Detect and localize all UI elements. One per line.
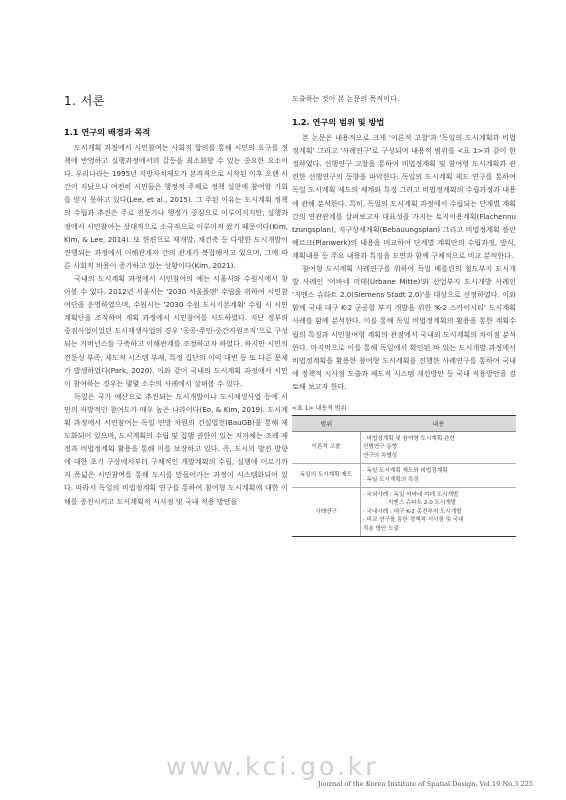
table-caption: <표 1> 내용적 범위 (292, 404, 347, 412)
table-header-scope: 범위 (292, 415, 361, 431)
table-row (292, 431, 516, 463)
table-row-content (361, 464, 517, 488)
table-line: · 국내사례 : 대구 K-2 종전부지 도시개발 (363, 508, 462, 515)
paragraph-5: 참여형 도시계획 사례연구를 위하여 독일 베를린의 철도부지 도시개발 사례인 '어바네 미테(Urbane Mitte)'와 산업부지 도시개발 사례인 '지멘스 슈타트 2.0(Siemens Stadt 2.0)'을 대상으로 선정하였다. 이와 함께 국내 대구 K-2 군공항 부지 개발을 위한 'K-2 스카이시티' 도시계획 사례를 함께 분석한다. 이를 통해 독일 비법정계획의 활용을 통한 계획수립의 특징과 시민참여형 계획의 관점에서 국내외 도시계획의 차이점 분석한다. 마지막으로 이를 통해 독일에서 확인된 바 있는 도시개발 과정에서 비법정계획을 활용한 참여형 도시계획을 진행한 사례연구를 통하여 국내에 정책적 시사점 도출과 제도적 시스템 개선방안 등 국내 적용방안을 검토해 보고자 한다. (292, 264, 516, 391)
table-row-key: 이론적 고찰 (292, 431, 361, 463)
table-row-key: 사례연구 (292, 488, 361, 537)
table-line: 선행연구 동향 (363, 444, 398, 451)
table-header-row (292, 415, 516, 431)
subsection-title-1-2: 1.2. 연구의 범위 및 방법 (292, 117, 385, 128)
paragraph-2: 국내의 도시계획 과정에서 시민참여의 예는 서울시와 수원시에서 찾아볼 수 있다. 2012년 서울시는 '2030 서울플랜' 수립을 위하여 시민참여단을 운영하였으며, 수원시는 '2030 수원 도시기본계획' 수립 시 시민계획단을 조직하여 계획 과정에서 시민참여를 시도하였다. 지난 정부의 중점사업이었던 도시재생사업의 경우 '공공-주민-중간지원조직'으로 구성되는 거버넌스를 구축하고 이해관계를 조정하고자 하였다. 하지만 시민의 전문성 부족, 제도적 시스템 부재, 특정 집단의 이익 대변 등 또 다른 문제가 발생하였다(Park, 2020). 이와 같이 국내의 도시계획 과정에서 시민이 참여하는 경우는 몇몇 소수의 사례에서 살펴볼 수 있다. (64, 273, 288, 388)
table-line: 연구의 차별성 (363, 452, 398, 459)
left-column (64, 92, 288, 508)
table-line: · 독일 도시계획의 특징 (363, 476, 419, 483)
paragraph-continued: 도출하는 것이 본 논문의 목적이다. (292, 94, 400, 103)
paragraph-3: 독일은 국가 예산으로 추진되는 도시개발이나 도시재생사업 등에 시민의 자발적인 참여도가 매우 높은 나라이다(Eo, & Kim, 2019). 도시계획 과정에서 시민참여는 독일 연방 차원의 건설법전(BauGB)을 통해 제도화되어 있으며, 도시계획의 수립 및 집행 권한이 있는 지자체는 조례 제정과 비법정계획 활용을 통해 이를 보장하고 있다. 즉, 도시의 발전 방향에 대한 초기 구상에서부터 구체적인 개발계획의 수립, 실행에 이르기까지 폭넓은 시민참여를 통해 도시를 만들어가는 과정이 시스템화되어 있다. 따라서 독일의 비법정계획 연구를 통하여 참여형 도시계획에 대한 이해를 증진시키고 도시계획적 시사점 및 국내 적용 방안을 (64, 391, 288, 506)
subsection-title-1-1: 1.1 연구의 배경과 목적 (64, 127, 151, 137)
table-row-content (361, 431, 517, 463)
table-header-content: 내용 (361, 415, 517, 431)
table-row-content (361, 488, 517, 537)
table-row (292, 464, 516, 488)
scope-table (292, 415, 516, 537)
table-line: 지멘스 슈타트 2.0 도시개발 (363, 500, 457, 507)
table-line: · 독일 도시계획 제도와 비법정계획 (363, 468, 448, 475)
table-row-key: 독일의 도시계획 제도 (292, 464, 361, 488)
section-title: 1. 서론 (64, 94, 105, 108)
watermark: www.kci.go.kr (166, 752, 379, 781)
paragraph-1: 도시계획 과정에서 시민참여는 사회적 합의를 통해 시민의 요구를 정책에 반영하고 실행과정에서의 갈등을 최소화할 수 있는 중요한 요소이다. 우리나라는 1995년 지방자치제도가 본격적으로 시작된 이후 오랜 시간이 지났으나 여전히 시민들은 행정적 주체로 정책 실현에 참여할 기회를 얻지 못하고 있다(Lee, et al., 2015). 그 주된 이유는 도시계획 정책의 수립과 추진은 주로 전문가나 행정가 중심으로 이루어지지만, 실행과정에서 시민참여는 상대적으로 소극적으로 이루어져 왔기 때문이다(Kim, Kim, & Lee, 2014). 또 한편으로 재개발, 재건축 등 다양한 도시개발이 진행되는 과정에서 이해관계자 간의 관계가 복잡해지고 있으며, 그에 따른 사회적 비용이 증가하고 있는 상황이다(Kim, 2021). (64, 143, 288, 270)
table-line: 적용 방안 도출 (363, 525, 399, 532)
table-line: · 비교 연구를 통한 정책적 시사점 및 국내 (363, 517, 464, 524)
page-footer: Journal of the Korea Institute of Spatial Design, Vol.19 No.3 225 (318, 780, 533, 788)
table-line: · 국외사례 : 독일 어바네 미테 도시개발 (363, 492, 459, 498)
paragraph-4: 본 논문은 내용적으로 크게 '이론적 고찰'과 '독일의 도시계획과 비법정계획' 그리고 '사례연구'로 구성되며 내용적 범위를 <표 1>과 같이 한정하였다. 선행연구 고찰을 통하여 비법정계획 및 참여형 도시계획과 관련한 선행연구의 동향을 파악한다. 독일의 도시계획 제도 연구를 통하여 독일 도시계획 제도의 체계와 특징 그리고 비법정계획의 수립과정과 내용에 관해 분석한다. 특히, 독일의 도시계획 과정에서 수립되는 단계별 계획 간의 연관관계를 살펴보고자 대표성을 가지는 토지이용계획(Flachennutzungsplan), 지구상세계획(Bebauungsplan) 그리고 비법정계획 플란베르크(Planwerk)의 내용을 비교하여 단계별 계획안의 수립과정, 방식, 계획내용 등 주요 내용과 특징을 도면과 함께 구체적으로 비교 분석한다. (292, 133, 516, 260)
right-column (292, 92, 516, 537)
table-line: · 비법정계획 및 참여형 도시계획 관련 (363, 435, 455, 442)
table-row (292, 488, 516, 537)
